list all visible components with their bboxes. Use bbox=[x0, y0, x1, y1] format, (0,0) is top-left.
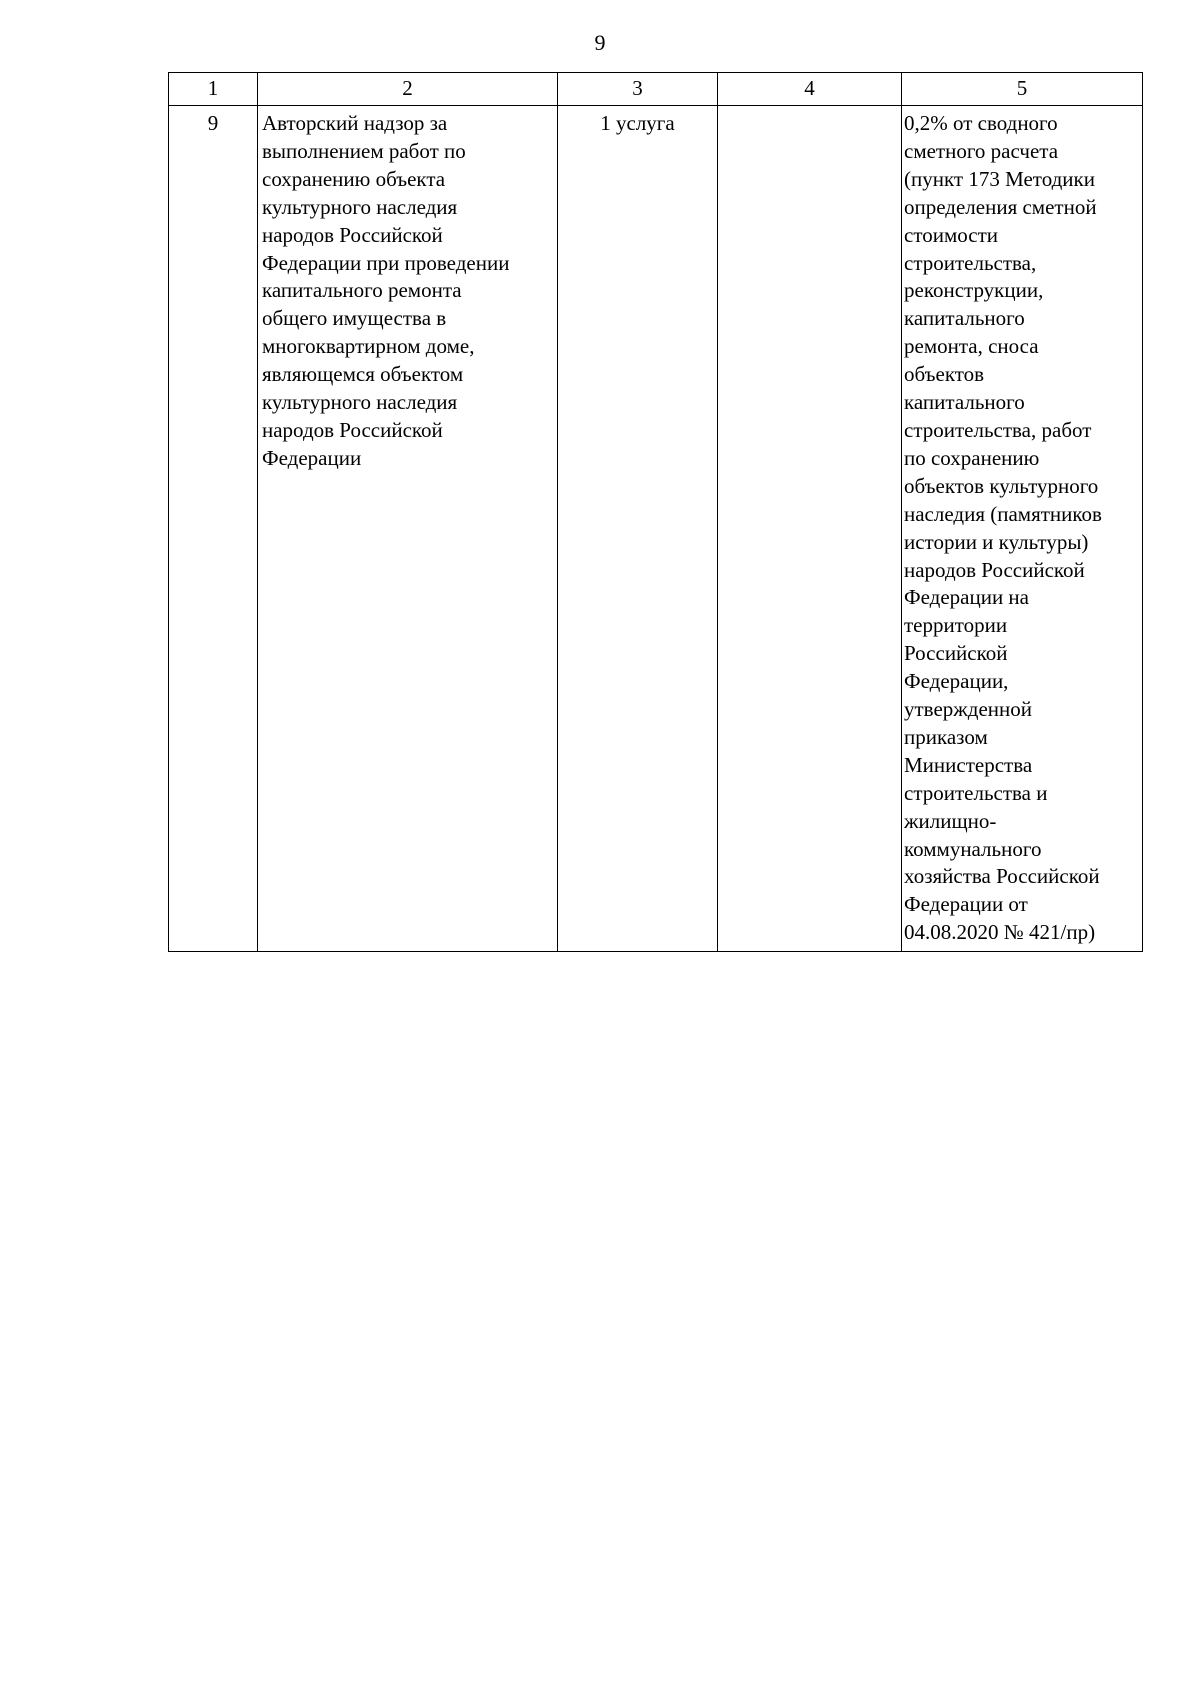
basis-line: капитального bbox=[904, 306, 1025, 331]
basis-line: объектов bbox=[904, 362, 985, 387]
work-name-line: капитального ремонта bbox=[262, 278, 462, 303]
work-name-line: народов Российской bbox=[262, 417, 443, 442]
column-header-5: 5 bbox=[902, 73, 1143, 106]
column-4-cell bbox=[718, 106, 902, 952]
basis-line: 0,2% от сводного bbox=[904, 111, 1058, 135]
column-header-2: 2 bbox=[258, 73, 558, 106]
basis-line: Федерации от bbox=[904, 892, 1028, 917]
work-name-cell bbox=[258, 106, 558, 952]
unit-cell: 1 услуга bbox=[558, 106, 718, 952]
basis-line: реконструкции, bbox=[904, 278, 1044, 303]
basis-line: Федерации на bbox=[904, 585, 1029, 610]
basis-line: по сохранению bbox=[904, 445, 1040, 470]
basis-line: утвержденной bbox=[904, 697, 1033, 722]
basis-line: строительства, работ bbox=[904, 417, 1092, 442]
basis-line: Федерации, bbox=[904, 669, 1009, 694]
column-header-1: 1 bbox=[169, 73, 258, 106]
row-number-cell: 9 bbox=[169, 106, 258, 952]
basis-line: приказом bbox=[904, 724, 988, 749]
document-table bbox=[168, 72, 1143, 952]
table-row bbox=[169, 106, 1143, 952]
work-name-line: общего имущества в bbox=[262, 306, 447, 331]
basis-line: капитального bbox=[904, 390, 1025, 415]
basis-line: 04.08.2020 № 421/пр) bbox=[904, 920, 1096, 945]
basis-line: коммунального bbox=[904, 836, 1042, 861]
work-name-line: культурного наследия bbox=[262, 194, 458, 219]
basis-line: истории и культуры) bbox=[904, 529, 1089, 554]
basis-line: определения сметной bbox=[904, 194, 1097, 219]
work-name-line: народов Российской bbox=[262, 222, 443, 247]
basis-line: строительства и bbox=[904, 780, 1048, 805]
basis-line: народов Российской bbox=[904, 557, 1085, 582]
work-name-line: сохранению объекта bbox=[262, 166, 446, 191]
basis-line: (пункт 173 Методики bbox=[904, 166, 1095, 191]
basis-line: стоимости bbox=[904, 222, 999, 247]
basis-line: Министерства bbox=[904, 752, 1033, 777]
work-name-line: Авторский надзор за bbox=[262, 111, 448, 135]
basis-line: объектов культурного bbox=[904, 473, 1099, 498]
basis-line: хозяйства Российской bbox=[904, 864, 1100, 889]
basis-line: наследия (памятников bbox=[904, 501, 1102, 526]
basis-line: ремонта, сноса bbox=[904, 334, 1039, 359]
work-name-line: многоквартирном доме, bbox=[262, 334, 475, 359]
basis-line: строительства, bbox=[904, 250, 1037, 275]
work-name-line: Федерации bbox=[262, 445, 362, 470]
page-number: 9 bbox=[594, 30, 606, 55]
column-header-4: 4 bbox=[718, 73, 902, 106]
basis-cell bbox=[902, 106, 1143, 952]
work-name-line: выполнением работ по bbox=[262, 138, 466, 163]
table-header-row bbox=[169, 73, 1143, 106]
column-header-3: 3 bbox=[558, 73, 718, 106]
basis-line: Российской bbox=[904, 641, 1008, 666]
work-name-line: культурного наследия bbox=[262, 390, 458, 415]
work-name-line: Федерации при проведении bbox=[262, 250, 510, 275]
basis-line: сметного расчета bbox=[904, 138, 1059, 163]
basis-line: территории bbox=[904, 613, 1008, 638]
basis-line: жилищно- bbox=[904, 808, 997, 833]
work-name-line: являющемся объектом bbox=[262, 362, 464, 387]
